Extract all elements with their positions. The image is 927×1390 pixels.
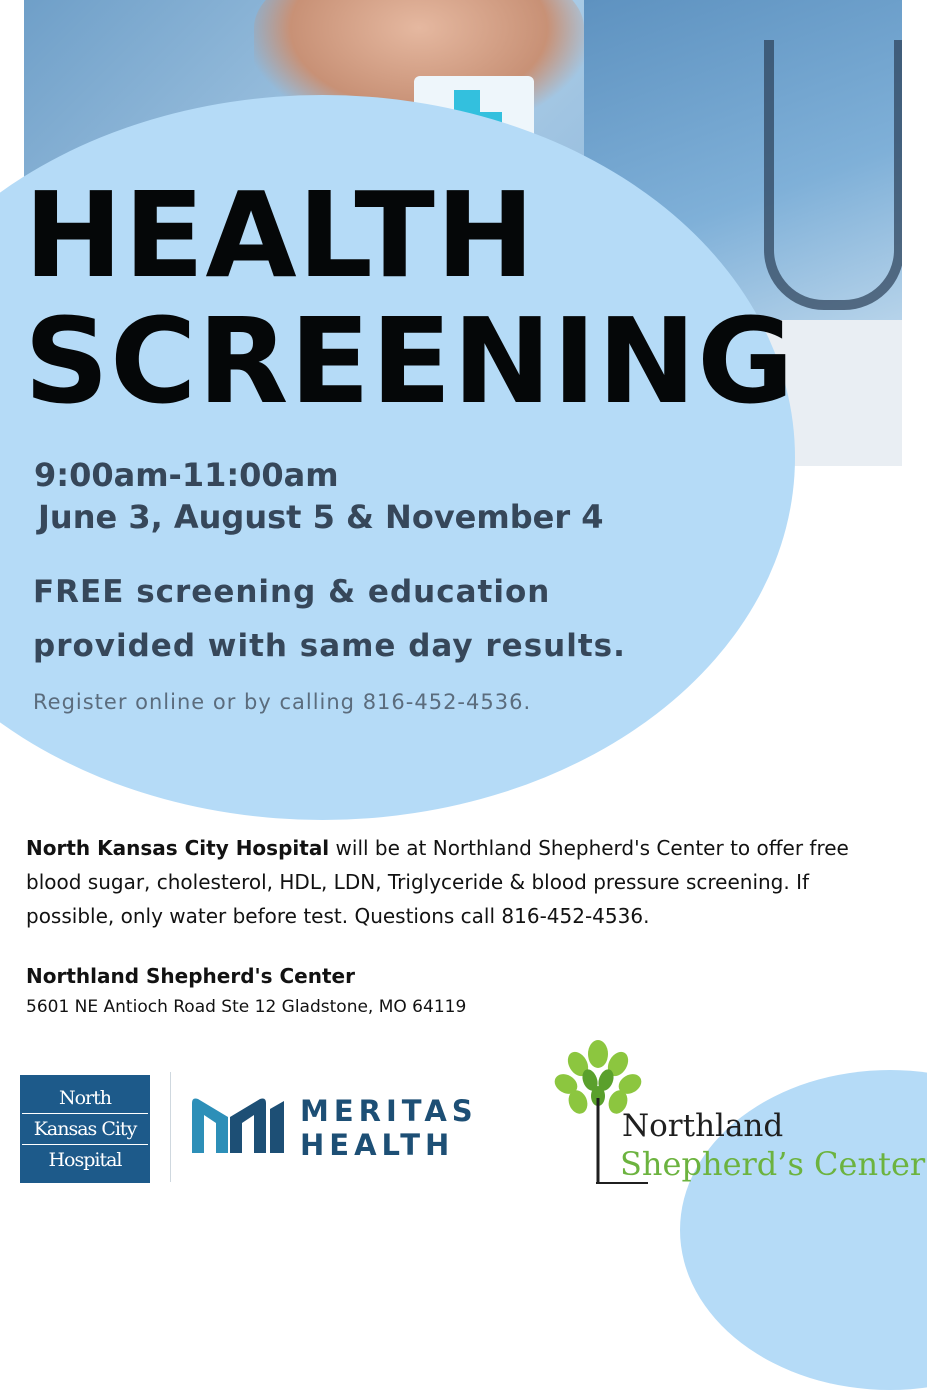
center-address: 5601 NE Antioch Road Ste 12 Gladstone, MO 64119 — [26, 997, 467, 1017]
center-name: Northland Shepherd's Center — [26, 964, 355, 988]
register-text: Register online or by calling 816-452-4536. — [33, 690, 532, 714]
meritas-line1: MERITAS — [300, 1094, 478, 1128]
nkch-logo-line1: North — [22, 1083, 148, 1114]
event-time: 9:00am-11:00am — [34, 456, 339, 494]
nkch-logo-line2: Kansas City — [22, 1114, 148, 1145]
meritas-m-icon — [190, 1095, 286, 1155]
nsc-line2: Shepherd’s Center — [620, 1145, 926, 1183]
description-text: will be at Northland Shepherd's Center to offer free blood sugar, cholesterol, HDL, LDN, Triglyceride & blood pressure screening. If possible, only water before test. Questions call 816-452-4536. — [26, 836, 849, 928]
free-line-2: provided with same day results. — [33, 628, 626, 664]
logo-divider — [170, 1072, 171, 1182]
free-screening-text — [33, 565, 723, 673]
nkch-logo-line3: Hospital — [48, 1149, 122, 1171]
title-health: HEALTH — [24, 166, 536, 304]
event-dates: June 3, August 5 & November 4 — [38, 498, 604, 536]
description-paragraph — [26, 831, 902, 933]
nkch-logo — [20, 1075, 150, 1183]
nsc-logo-text — [620, 1108, 925, 1184]
nsc-line1: Northland — [622, 1108, 784, 1144]
meritas-logo-text — [300, 1094, 478, 1162]
stethoscope-icon — [764, 40, 902, 310]
meritas-line2: HEALTH — [300, 1128, 455, 1162]
title-screening: SCREENING — [24, 292, 795, 430]
hospital-name: North Kansas City Hospital — [26, 836, 330, 860]
free-line-1: FREE screening & education — [33, 574, 551, 610]
